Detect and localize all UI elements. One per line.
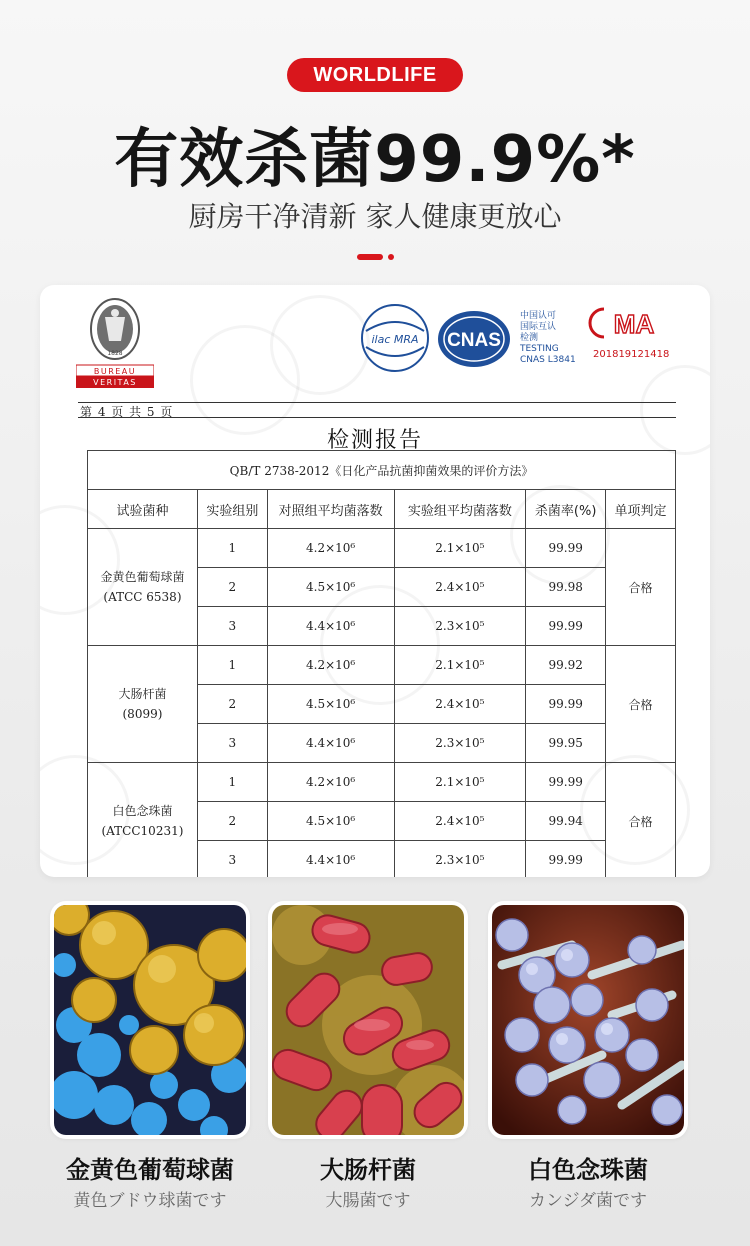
test-count-cell: 2.3×10⁵ (394, 841, 526, 878)
test-count-cell: 2.4×10⁵ (394, 568, 526, 607)
group-cell: 2 (197, 802, 267, 841)
cnas-accreditation-text: 中国认可 国际互认 检测 TESTING CNAS L3841 (520, 311, 576, 365)
cnas-logo (436, 309, 512, 369)
svg-text:MA: MA (613, 309, 655, 339)
test-report-card (40, 285, 710, 877)
control-count-cell: 4.5×10⁶ (267, 802, 394, 841)
group-cell: 3 (197, 607, 267, 646)
brand-badge: WORLDLIFE (287, 58, 463, 92)
group-cell: 1 (197, 646, 267, 685)
ilac-mra-logo (360, 303, 430, 373)
control-count-cell: 4.2×10⁶ (267, 529, 394, 568)
species-cell: 白色念珠菌 (ATCC10231) (88, 763, 198, 878)
bacteria-subtitle: 黄色ブドウ球菌です (73, 1191, 227, 1211)
report-title: 检测报告 (326, 428, 423, 453)
verdict-cell: 合格 (606, 529, 676, 646)
e-coli-card (268, 901, 468, 1139)
group-cell: 2 (197, 568, 267, 607)
verdict-cell: 合格 (606, 763, 676, 878)
cma-number: 201819121418 (593, 349, 670, 360)
bacteria-name: 白色念珠菌 (528, 1156, 648, 1184)
group-cell: 1 (197, 529, 267, 568)
staphylococcus-micrograph (54, 905, 246, 1135)
control-count-cell: 4.5×10⁶ (267, 568, 394, 607)
group-cell: 2 (197, 685, 267, 724)
kill-rate-cell: 99.98 (526, 568, 606, 607)
bacteria-name: 金黄色葡萄球菌 (66, 1156, 234, 1184)
control-count-cell: 4.4×10⁶ (267, 841, 394, 878)
watermark-seal (190, 325, 300, 435)
results-table (87, 450, 676, 877)
header-rule (78, 417, 676, 418)
kill-rate-cell: 99.99 (526, 841, 606, 878)
staphylococcus-card (50, 901, 250, 1139)
table-row (88, 763, 676, 802)
control-count-cell: 4.5×10⁶ (267, 685, 394, 724)
control-count-cell: 4.2×10⁶ (267, 646, 394, 685)
test-count-cell: 2.1×10⁵ (394, 529, 526, 568)
group-cell: 1 (197, 763, 267, 802)
kill-rate-cell: 99.94 (526, 802, 606, 841)
table-row (88, 646, 676, 685)
kill-rate-cell: 99.92 (526, 646, 606, 685)
test-count-cell: 2.4×10⁵ (394, 802, 526, 841)
kill-rate-cell: 99.99 (526, 529, 606, 568)
control-count-cell: 4.4×10⁶ (267, 724, 394, 763)
kill-rate-cell: 99.99 (526, 763, 606, 802)
control-count-cell: 4.4×10⁶ (267, 607, 394, 646)
candida-card (488, 901, 688, 1139)
verdict-cell: 合格 (606, 646, 676, 763)
svg-text:VERITAS: VERITAS (93, 378, 137, 387)
watermark-seal (270, 295, 370, 395)
group-cell: 3 (197, 841, 267, 878)
test-count-cell: 2.3×10⁵ (394, 724, 526, 763)
page-subheadline: 厨房干净清新 家人健康更放心 (188, 200, 562, 233)
species-cell: 金黄色葡萄球菌 (ATCC 6538) (88, 529, 198, 646)
page-number: 第 4 页 共 5 页 (80, 405, 174, 419)
kill-rate-cell: 99.95 (526, 724, 606, 763)
candida-micrograph (492, 905, 684, 1135)
test-count-cell: 2.1×10⁵ (394, 646, 526, 685)
bacteria-subtitle: 大腸菌です (325, 1191, 411, 1211)
control-count-cell: 4.2×10⁶ (267, 763, 394, 802)
svg-text:BUREAU: BUREAU (93, 367, 137, 376)
column-header: 试验菌种 (88, 490, 198, 529)
kill-rate-cell: 99.99 (526, 607, 606, 646)
column-header: 实验组平均菌落数 (394, 490, 526, 529)
bureau-veritas-logo (76, 295, 154, 393)
column-header: 对照组平均菌落数 (267, 490, 394, 529)
test-count-cell: 2.4×10⁵ (394, 685, 526, 724)
kill-rate-cell: 99.99 (526, 685, 606, 724)
test-count-cell: 2.1×10⁵ (394, 763, 526, 802)
bacteria-name: 大肠杆菌 (320, 1156, 416, 1184)
table-row (88, 529, 676, 568)
species-cell: 大肠杆菌 (8099) (88, 646, 198, 763)
column-header: 实验组别 (197, 490, 267, 529)
svg-text:1828: 1828 (107, 350, 123, 357)
svg-text:CNAS: CNAS (447, 330, 501, 351)
test-standard: QB/T 2738-2012《日化产品抗菌抑菌效果的评价方法》 (88, 451, 676, 490)
test-count-cell: 2.3×10⁵ (394, 607, 526, 646)
column-header: 杀菌率(%) (526, 490, 606, 529)
e-coli-micrograph (272, 905, 464, 1135)
bacteria-subtitle: カンジダ菌です (529, 1191, 647, 1211)
page-headline: 有效杀菌99.9%* (114, 123, 636, 197)
group-cell: 3 (197, 724, 267, 763)
column-header: 单项判定 (606, 490, 676, 529)
svg-text:ilac MRA: ilac MRA (371, 333, 419, 346)
cma-logo (586, 305, 672, 341)
